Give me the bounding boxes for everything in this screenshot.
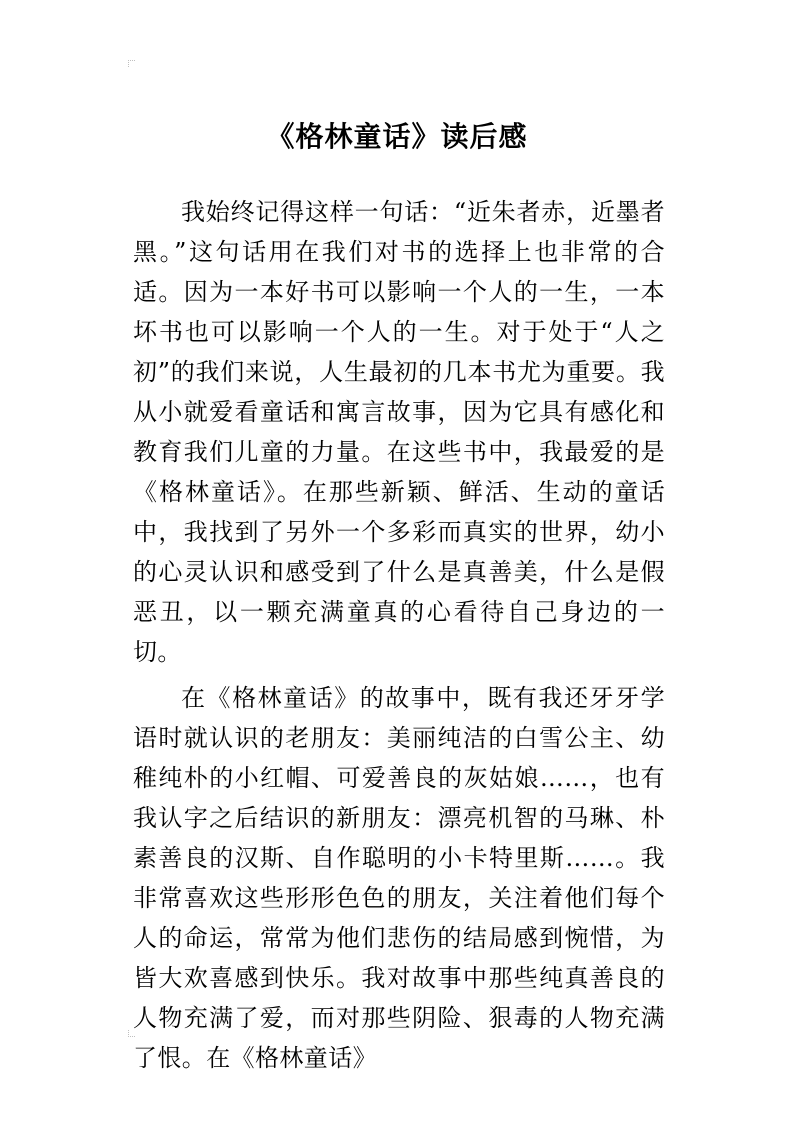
page-corner-mark-top (128, 60, 135, 67)
document-body (133, 192, 665, 1084)
paragraph-2: 在《格林童话》的故事中，既有我还牙牙学语时就认识的老朋友：美丽纯洁的白雪公主、幼稚纯朴的小红帽、可爱善良的灰姑娘……，也有我认字之后结识的新朋友：漂亮机智的马琳、朴素善良的汉斯、自作聪明的小卡特里斯……。我非常喜欢这些形形色色的朋友，关注着他们每个人的命运，常常为他们悲伤的结局感到惋惜，为皆大欢喜感到快乐。我对故事中那些纯真善良的人物充满了爱，而对那些阴险、狠毒的人物充满了恨。在《格林童话》 (133, 684, 665, 1072)
paragraph-1: 我始终记得这样一句话：“近朱者赤，近墨者黑。”这句话用在我们对书的选择上也非常的合适。因为一本好书可以影响一个人的一生，一本坏书也可以影响一个人的一生。对于处于“人之初”的我们来说，人生最初的几本书尤为重要。我从小就爱看童话和寓言故事，因为它具有感化和教育我们儿童的力量。在这些书中，我最爱的是《格林童话》。在那些新颖、鲜活、生动的童话中，我找到了另外一个多彩而真实的世界，幼小的心灵认识和感受到了什么是真善美，什么是假恶丑，以一颗充满童真的心看待自己身边的一切。 (133, 198, 665, 666)
document-title: 《格林童话》读后感 (266, 119, 528, 153)
